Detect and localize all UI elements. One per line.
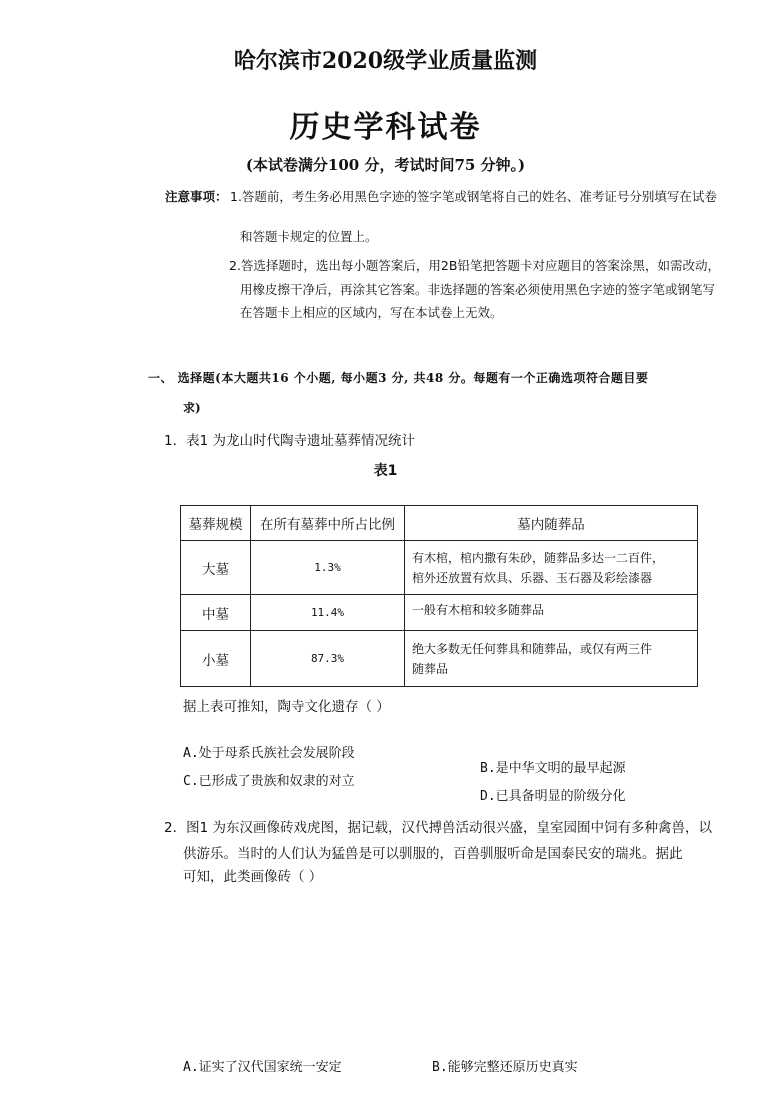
question-1-option-c[interactable]: C.已形成了贵族和奴隶的对立 bbox=[183, 774, 355, 789]
table-header-cell: 墓内随葬品 bbox=[405, 506, 698, 541]
question-2-option-b[interactable]: B.能够完整还原历史真实 bbox=[432, 1060, 578, 1075]
table-row bbox=[181, 541, 698, 595]
note-item-2-line-1: 2.答选择题时，选出每小题答案后，用2B铅笔把答题卡对应题目的答案涂黑，如需改动， bbox=[229, 258, 720, 273]
table-cell-items bbox=[405, 595, 698, 631]
items-line: 绝大多数无任何葬具和随葬品，或仅有两三件 bbox=[412, 641, 653, 656]
question-1-inference: 据上表可推知，陶寺文化遗存（ ） bbox=[183, 699, 390, 715]
table-cell-scale: 小墓 bbox=[181, 631, 251, 687]
note-item-2-line-3: 在答题卡上相应的区域内，写在本试卷上无效。 bbox=[240, 305, 503, 320]
note-item-1-line-2: 和答题卡规定的位置上。 bbox=[240, 229, 378, 244]
exam-title: 哈尔滨市2020级学业质量监测 bbox=[233, 48, 538, 74]
table-cell-ratio: 1.3% bbox=[251, 541, 405, 595]
note-item-1-line-1: 1.答题前，考生务必用黑色字迹的签字笔或钢笔将自己的姓名、准考证号分别填写在试卷 bbox=[230, 189, 717, 204]
burial-statistics-table bbox=[180, 505, 698, 687]
table-header-cell: 墓葬规模 bbox=[181, 506, 251, 541]
note-item-2-line-2: 用橡皮擦干净后，再涂其它答案。非选择题的答案必须使用黑色字迹的签字笔或钢笔写 bbox=[240, 282, 716, 297]
table-row bbox=[181, 631, 698, 687]
table-cell-scale: 大墓 bbox=[181, 541, 251, 595]
notes-label: 注意事项： bbox=[165, 189, 228, 204]
question-1-option-d[interactable]: D.已具备明显的阶级分化 bbox=[480, 789, 626, 804]
figure-placeholder bbox=[183, 895, 683, 1040]
question-2-stem-line-2: 供游乐。当时的人们认为猛兽是可以驯服的，百兽驯服听命是国泰民安的瑞兆。据此 bbox=[183, 846, 683, 862]
table-caption: 表1 bbox=[373, 463, 398, 479]
section-heading-line-2: 求) bbox=[183, 401, 201, 415]
section-heading-line-1: 一、 选择题(本大题共16 个小题, 每小题3 分, 共48 分。每题有一个正确选项符合题目要 bbox=[148, 371, 649, 385]
table-header-cell: 在所有墓葬中所占比例 bbox=[251, 506, 405, 541]
items-line: 随葬品 bbox=[412, 661, 449, 676]
question-2-stem-line-1: 2．图1 为东汉画像砖戏虎图，据记载，汉代搏兽活动很兴盛，皇室园囿中饲有多种禽兽，以 bbox=[164, 820, 712, 836]
question-1-stem: 1．表1 为龙山时代陶寺遗址墓葬情况统计 bbox=[164, 433, 415, 449]
table-header-row bbox=[181, 506, 698, 541]
items-line: 一般有木棺和较多随葬品 bbox=[412, 603, 545, 617]
question-1-option-a[interactable]: A.处于母系氏族社会发展阶段 bbox=[183, 746, 355, 761]
question-2-option-a[interactable]: A.证实了汉代国家统一安定 bbox=[183, 1060, 342, 1075]
items-line: 有木棺，棺内撒有朱砂，随葬品多达一二百件， bbox=[412, 550, 665, 565]
table-row bbox=[181, 595, 698, 631]
table-cell-scale: 中墓 bbox=[181, 595, 251, 631]
subject-title: 历史学科试卷 bbox=[289, 110, 482, 145]
table-cell-items bbox=[405, 541, 698, 595]
table-cell-ratio: 87.3% bbox=[251, 631, 405, 687]
table-cell-ratio: 11.4% bbox=[251, 595, 405, 631]
table-cell-items bbox=[405, 631, 698, 687]
question-1-option-b[interactable]: B.是中华文明的最早起源 bbox=[480, 761, 626, 776]
question-2-stem-line-3: 可知，此类画像砖（ ） bbox=[183, 869, 323, 885]
exam-time-note: (本试卷满分100 分，考试时间75 分钟。) bbox=[245, 156, 526, 174]
items-line: 棺外还放置有炊具、乐器、玉石器及彩绘漆器 bbox=[412, 570, 653, 585]
